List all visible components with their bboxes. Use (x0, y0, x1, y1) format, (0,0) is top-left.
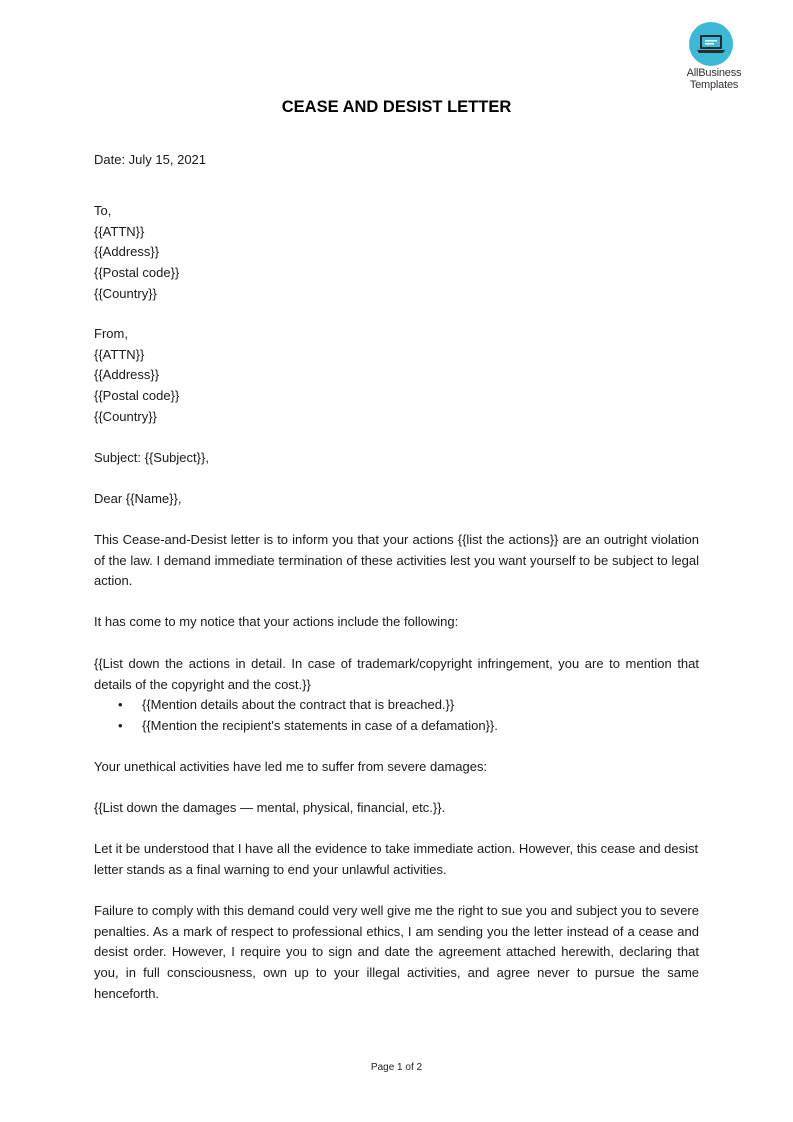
paragraph-intro-text: This Cease-and-Desist letter is to inform you that your actions {{list the actions}} are an outright violation of the law. I demand immediate termination of these activities lest you want yourself to be subject to legal action. (94, 532, 699, 589)
from-attn: {{ATTN}} (94, 346, 145, 362)
paragraph-damages-list-text: {{List down the damages — mental, physical, financial, etc.}}. (94, 800, 446, 815)
paragraph-damages-intro (94, 757, 699, 778)
recipient-address-block (94, 201, 699, 305)
paragraph-damages-list (94, 798, 699, 819)
from-country: {{Country}} (94, 408, 157, 424)
paragraph-evidence-text: Let it be understood that I have all the evidence to take immediate action. However, this cease and desist letter stands as a final warning to end your unlawful activities. (94, 841, 699, 877)
to-country: {{Country}} (94, 285, 157, 301)
list-item: • {{Mention the recipient's statements in case of a defamation}}. (94, 716, 699, 737)
from-line: From, (94, 326, 128, 341)
salutation (94, 489, 699, 510)
logo-text (674, 67, 754, 91)
document-title: CEASE AND DESIST LETTER (281, 98, 512, 116)
paragraph-intro (94, 530, 699, 592)
paragraph-failure (94, 901, 699, 1005)
paragraph-evidence (94, 839, 699, 880)
logo-line-1: AllBusiness (686, 67, 742, 79)
paragraph-notice-text: It has come to my notice that your actions include the following: (94, 614, 459, 629)
allbusiness-templates-logo (674, 22, 754, 94)
to-address: {{Address}} (94, 244, 160, 260)
date-text: Date: July 15, 2021 (94, 152, 207, 167)
logo-line-2: Templates (689, 79, 739, 91)
actions-bullet-list (94, 695, 699, 736)
date-line (94, 150, 699, 171)
paragraph-failure-text: Failure to comply with this demand could very well give me the right to sue you and subject you to severe penalties. As a mark of respect to professional ethics, I am sending you the letter instead of a cease and desist order. However, I require you to sign and date the agreement attached herewith, declaring that you, in full consciousness, own up to your illegal activities, and agree never to pursue the same henceforth. (94, 903, 699, 1001)
list-item: • {{Mention details about the contract that is breached.}} (94, 695, 699, 716)
laptop-icon (689, 22, 733, 66)
page-number: Page 1 of 2 (370, 1062, 423, 1073)
to-line: To, (94, 203, 112, 218)
subject-text: Subject: {{Subject}}, (94, 450, 209, 465)
to-attn: {{ATTN}} (94, 223, 145, 239)
subject-line (94, 448, 699, 469)
paragraph-notice (94, 612, 699, 633)
from-address: {{Address}} (94, 367, 160, 383)
paragraph-damages-intro-text: Your unethical activities have led me to suffer from severe damages: (94, 759, 488, 774)
from-postal-code: {{Postal code}} (94, 388, 180, 404)
to-postal-code: {{Postal code}} (94, 265, 180, 281)
sender-address-block (94, 324, 699, 428)
salutation-text: Dear {{Name}}, (94, 491, 182, 506)
paragraph-actions-detail-text: {{List down the actions in detail. In case of trademark/copyright infringement, you are to mention that details of the copyright and the cost.}} (94, 656, 699, 692)
paragraph-actions-detail (94, 654, 699, 737)
